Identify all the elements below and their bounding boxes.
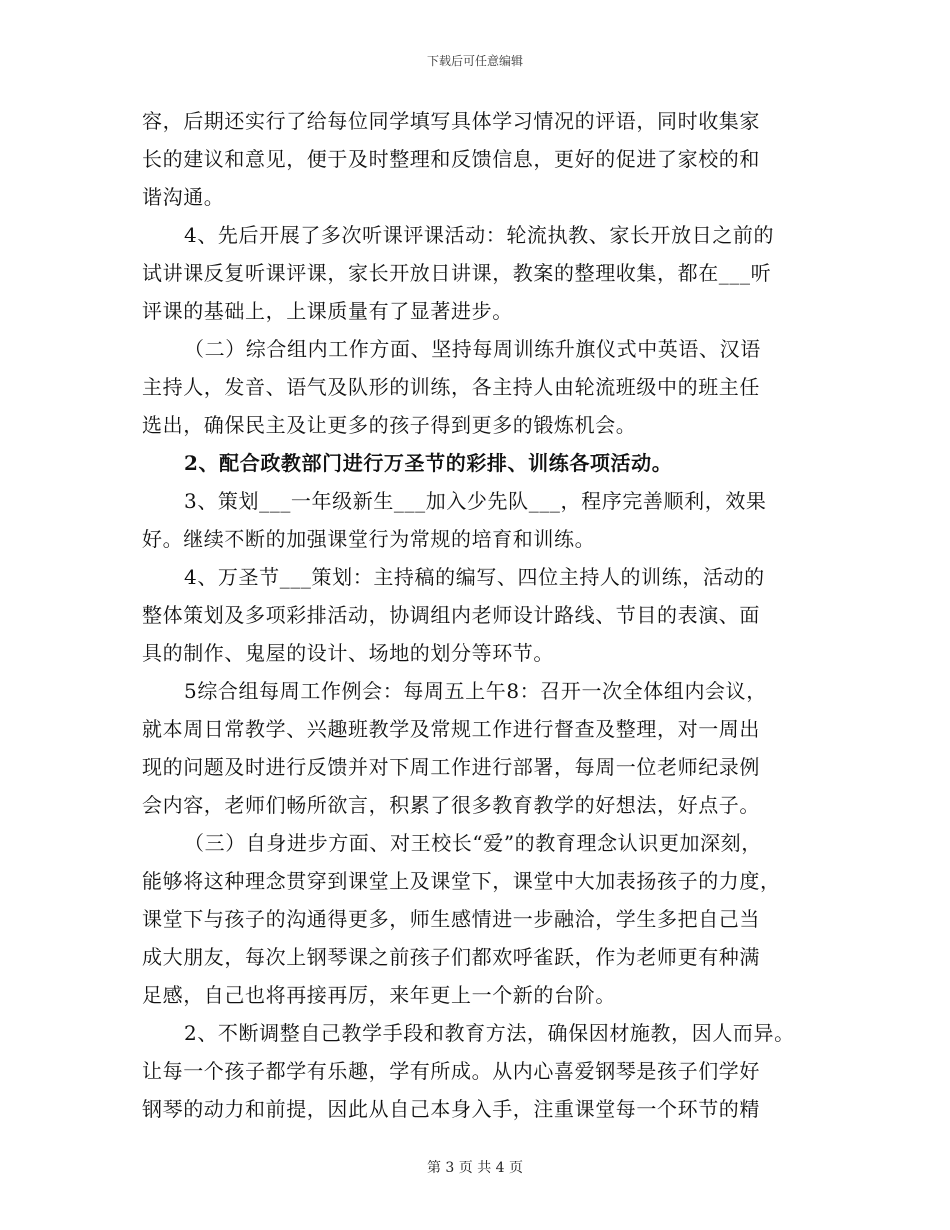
- text-line: 长的建议和意见，便于及时整理和反馈信息，更好的促进了家校的和: [142, 147, 760, 171]
- text-line: 评课的基础上，上课质量有了显著进步。: [142, 299, 513, 323]
- text-line: 现的问题及时进行反馈并对下周工作进行部署，每周一位老师纪录例: [142, 755, 760, 779]
- paragraph-start-line: 5综合组每周工作例会：每周五上午8：召开一次全体组内会议，: [184, 679, 767, 703]
- text-line: 能够将这种理念贯穿到课堂上及课堂下，课堂中大加表扬孩子的力度，: [142, 869, 781, 893]
- text-line: 好。继续不断的加强课堂行为常规的培育和训练。: [142, 527, 596, 551]
- page-header: 下载后可任意编辑: [426, 54, 523, 68]
- document-body: [142, 102, 832, 1128]
- text-line: 容，后期还实行了给每位同学填写具体学习情况的评语，同时收集家: [142, 109, 760, 133]
- paragraph-start-line: （三）自身进步方面、对王校长“爱”的教育理念认识更加深刻，: [184, 831, 762, 855]
- text-line: 就本周日常教学、兴趣班教学及常规工作进行督查及整理，对一周出: [142, 717, 760, 741]
- text-line: 成大朋友，每次上钢琴课之前孩子们都欢呼雀跃，作为老师更有种满: [142, 945, 760, 969]
- text-line: 具的制作、鬼屋的设计、场地的划分等环节。: [142, 641, 554, 665]
- text-line: 整体策划及多项彩排活动，协调组内老师设计路线、节目的表演、面: [142, 603, 760, 627]
- paragraph-start-line: 4、先后开展了多次听课评课活动：轮流执教、家长开放日之前的: [184, 223, 775, 247]
- paragraph-start-line: （二）综合组内工作方面、坚持每周训练升旗仪式中英语、汉语: [184, 337, 761, 361]
- paragraph-start-line: 2、不断调整自己教学手段和教育方法，确保因材施教，因人而异。: [184, 1021, 795, 1045]
- text-line: 课堂下与孩子的沟通得更多，师生感情进一步融洽，学生多把自己当: [142, 907, 760, 931]
- text-line: 主持人，发音、语气及队形的训练，各主持人由轮流班级中的班主任: [142, 375, 760, 399]
- text-line: 选出，确保民主及让更多的孩子得到更多的锻炼机会。: [142, 413, 637, 437]
- text-line: 足感，自己也将再接再厉，来年更上一个新的台阶。: [142, 983, 616, 1007]
- text-line: 让每一个孩子都学有乐趣，学有所成。从内心喜爱钢琴是孩子们学好: [142, 1059, 760, 1083]
- page-footer: 第 3 页 共 4 页: [426, 1160, 524, 1176]
- paragraph-start-line: 4、万圣节___策划：主持稿的编写、四位主持人的训练，活动的: [184, 565, 765, 589]
- text-line: 钢琴的动力和前提，因此从自己本身入手，注重课堂每一个环节的精: [142, 1097, 760, 1121]
- text-line: 试讲课反复听课评课，家长开放日讲课，教案的整理收集，都在___听: [142, 261, 772, 285]
- text-line: 会内容，老师们畅所欲言，积累了很多教育教学的好想法，好点子。: [142, 793, 760, 817]
- bold-heading-line: 2、配合政教部门进行万圣节的彩排、训练各项活动。: [184, 451, 673, 475]
- paragraph-start-line: 3、策划___一年级新生___加入少先队___，程序完善顺利，效果: [184, 489, 767, 513]
- text-line: 谐沟通。: [142, 185, 225, 209]
